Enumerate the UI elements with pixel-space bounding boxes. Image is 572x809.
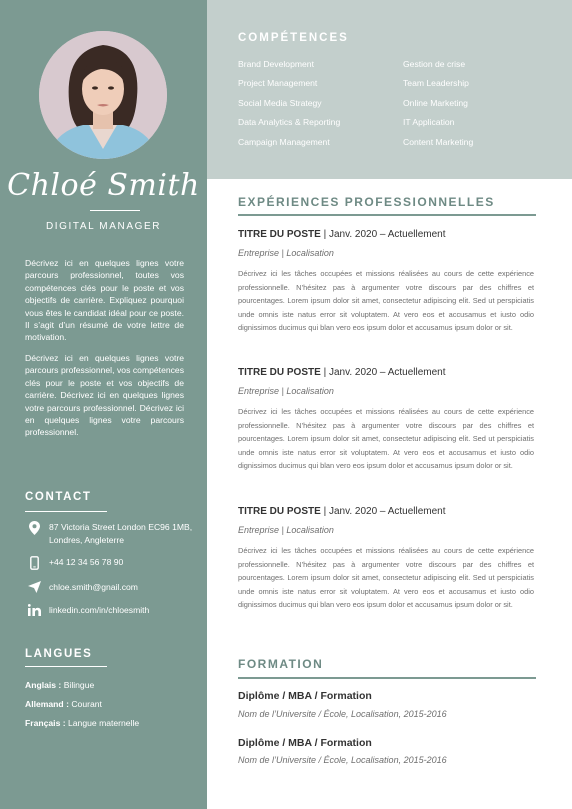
summary-paragraph-2: Décrivez ici en quelques lignes votre parcours professionnel, vos compétences clés pour le poste et vos objectifs de carrière. Décrivez ici en quelques lignes votre parcours professionnel. Décrivez ici en quelques lignes votre parcours professionnel.: [25, 353, 184, 438]
skill-item: Brand Development: [238, 59, 314, 69]
language-item: [25, 718, 139, 728]
job-company: Entreprise | Localisation: [238, 386, 334, 396]
language-name: Allemand :: [25, 699, 69, 709]
language-level: Langue maternelle: [68, 718, 140, 728]
education-heading: FORMATION: [238, 657, 324, 671]
job-title: DIGITAL MANAGER: [45, 221, 162, 232]
linkedin-text: linkedin.com/in/chloesmith: [49, 605, 150, 615]
job-dates: Janv. 2020 – Actuellement: [328, 506, 446, 517]
portrait-image: [39, 31, 167, 159]
profile-photo: [39, 31, 167, 159]
skill-item: Team Leadership: [403, 78, 469, 88]
job-separator: |: [320, 229, 329, 240]
job-dates: Janv. 2020 – Actuellement: [328, 229, 446, 240]
contact-heading: CONTACT: [25, 491, 92, 503]
language-item: [25, 680, 94, 690]
job-position: TITRE DU POSTE: [238, 506, 321, 517]
job-company: Entreprise | Localisation: [238, 248, 334, 258]
degree-details: Nom de l’Universite / École, Localisation, 2015-2016: [238, 709, 447, 719]
job-position: TITRE DU POSTE: [238, 229, 321, 240]
skills-section: [207, 0, 572, 179]
degree-title: Diplôme / MBA / Formation: [238, 737, 372, 749]
language-name: Français :: [25, 718, 66, 728]
skill-item: Project Management: [238, 78, 318, 88]
send-icon: [25, 581, 43, 595]
language-level: Bilingue: [63, 680, 95, 690]
skill-item: Data Analytics & Reporting: [238, 117, 341, 127]
job-separator: |: [320, 367, 329, 378]
degree-title: Diplôme / MBA / Formation: [238, 690, 372, 702]
email-text: chloe.smith@gnail.com: [49, 582, 138, 592]
experience-divider: [238, 214, 536, 216]
skill-item: Campaign Management: [238, 137, 330, 147]
map-pin-icon: [25, 521, 43, 535]
degree-details: Nom de l’Universite / École, Localisation, 2015-2016: [238, 755, 447, 765]
job-header: [238, 229, 446, 240]
candidate-name: Chloé Smith: [7, 168, 200, 203]
sidebar: [0, 0, 207, 809]
job-description: Décrivez ici les tâches occupées et missions réalisées au cours de cette expérience professionnelle. N’hésitez pas à argumenter votre discours par des chiffres et pourcentages. Lorem ipsum dolor sit amet, consectetur adipiscing elit. Sed ut perspiciatis unde omnis iste natus error sit voluptatem. At vero eos et accusamus et iusto odio dignissimos ducimus qui blan vero eos ipsum dolor et accusamus ipsum dolor or sit.: [238, 407, 534, 470]
language-name: Anglais :: [25, 680, 62, 690]
job-dates: Janv. 2020 – Actuellement: [328, 367, 446, 378]
job-company: Entreprise | Localisation: [238, 525, 334, 535]
skill-item: Online Marketing: [403, 98, 468, 108]
education-divider: [238, 677, 536, 679]
phone-text: +44 12 34 56 78 90: [49, 557, 124, 567]
summary-paragraph-1: Décrivez ici en quelques lignes votre parcours professionnel, toutes vos compétences clés pour le poste et vos objectifs de carrière. Expliquez pourquoi vous êtes le candidat idéal pour ce poste. Il s’agit d’un résumé de votre lettre de motivation.: [25, 258, 184, 343]
contact-divider: [25, 511, 107, 512]
contact-linkedin[interactable]: [25, 604, 200, 618]
contact-phone[interactable]: [25, 556, 200, 570]
skill-item: Social Media Strategy: [238, 98, 322, 108]
address-text: 87 Victoria Street London EC96 1MB, Londres, Angleterre: [49, 522, 193, 545]
skill-item: Gestion de crise: [403, 59, 466, 69]
contact-email[interactable]: [25, 581, 200, 595]
job-separator: |: [320, 506, 329, 517]
name-underline: [90, 210, 140, 211]
job-position: TITRE DU POSTE: [238, 367, 321, 378]
languages-divider: [25, 666, 107, 667]
language-level: Courant: [71, 699, 102, 709]
language-item: [25, 699, 102, 709]
linkedin-icon: [25, 604, 43, 618]
phone-icon: [25, 556, 43, 570]
job-header: [238, 367, 446, 378]
job-description: Décrivez ici les tâches occupées et missions réalisées au cours de cette expérience professionnelle. N’hésitez pas à argumenter votre discours par des chiffres et pourcentages. Lorem ipsum dolor sit amet, consectetur adipiscing elit. Sed ut perspiciatis unde omnis iste natus error sit voluptatem. At vero eos et accusamus et iusto odio dignissimos ducimus qui blan vero eos ipsum dolor et accusamus ipsum dolor or sit.: [238, 269, 534, 332]
job-description: Décrivez ici les tâches occupées et missions réalisées au cours de cette expérience professionnelle. N’hésitez pas à argumenter votre discours par des chiffres et pourcentages. Lorem ipsum dolor sit amet, consectetur adipiscing elit. Sed ut perspiciatis unde omnis iste natus error sit voluptatem. At vero eos et accusamus et iusto odio dignissimos ducimus qui blan vero eos ipsum dolor et accusamus ipsum dolor or sit.: [238, 546, 534, 609]
job-header: [238, 506, 446, 517]
skill-item: IT Application: [403, 117, 455, 127]
skills-heading: COMPÉTENCES: [238, 32, 349, 44]
languages-heading: LANGUES: [25, 648, 93, 660]
experience-heading: EXPÉRIENCES PROFESSIONNELLES: [238, 195, 495, 209]
contact-address: [25, 521, 200, 547]
skill-item: Content Marketing: [403, 137, 474, 147]
